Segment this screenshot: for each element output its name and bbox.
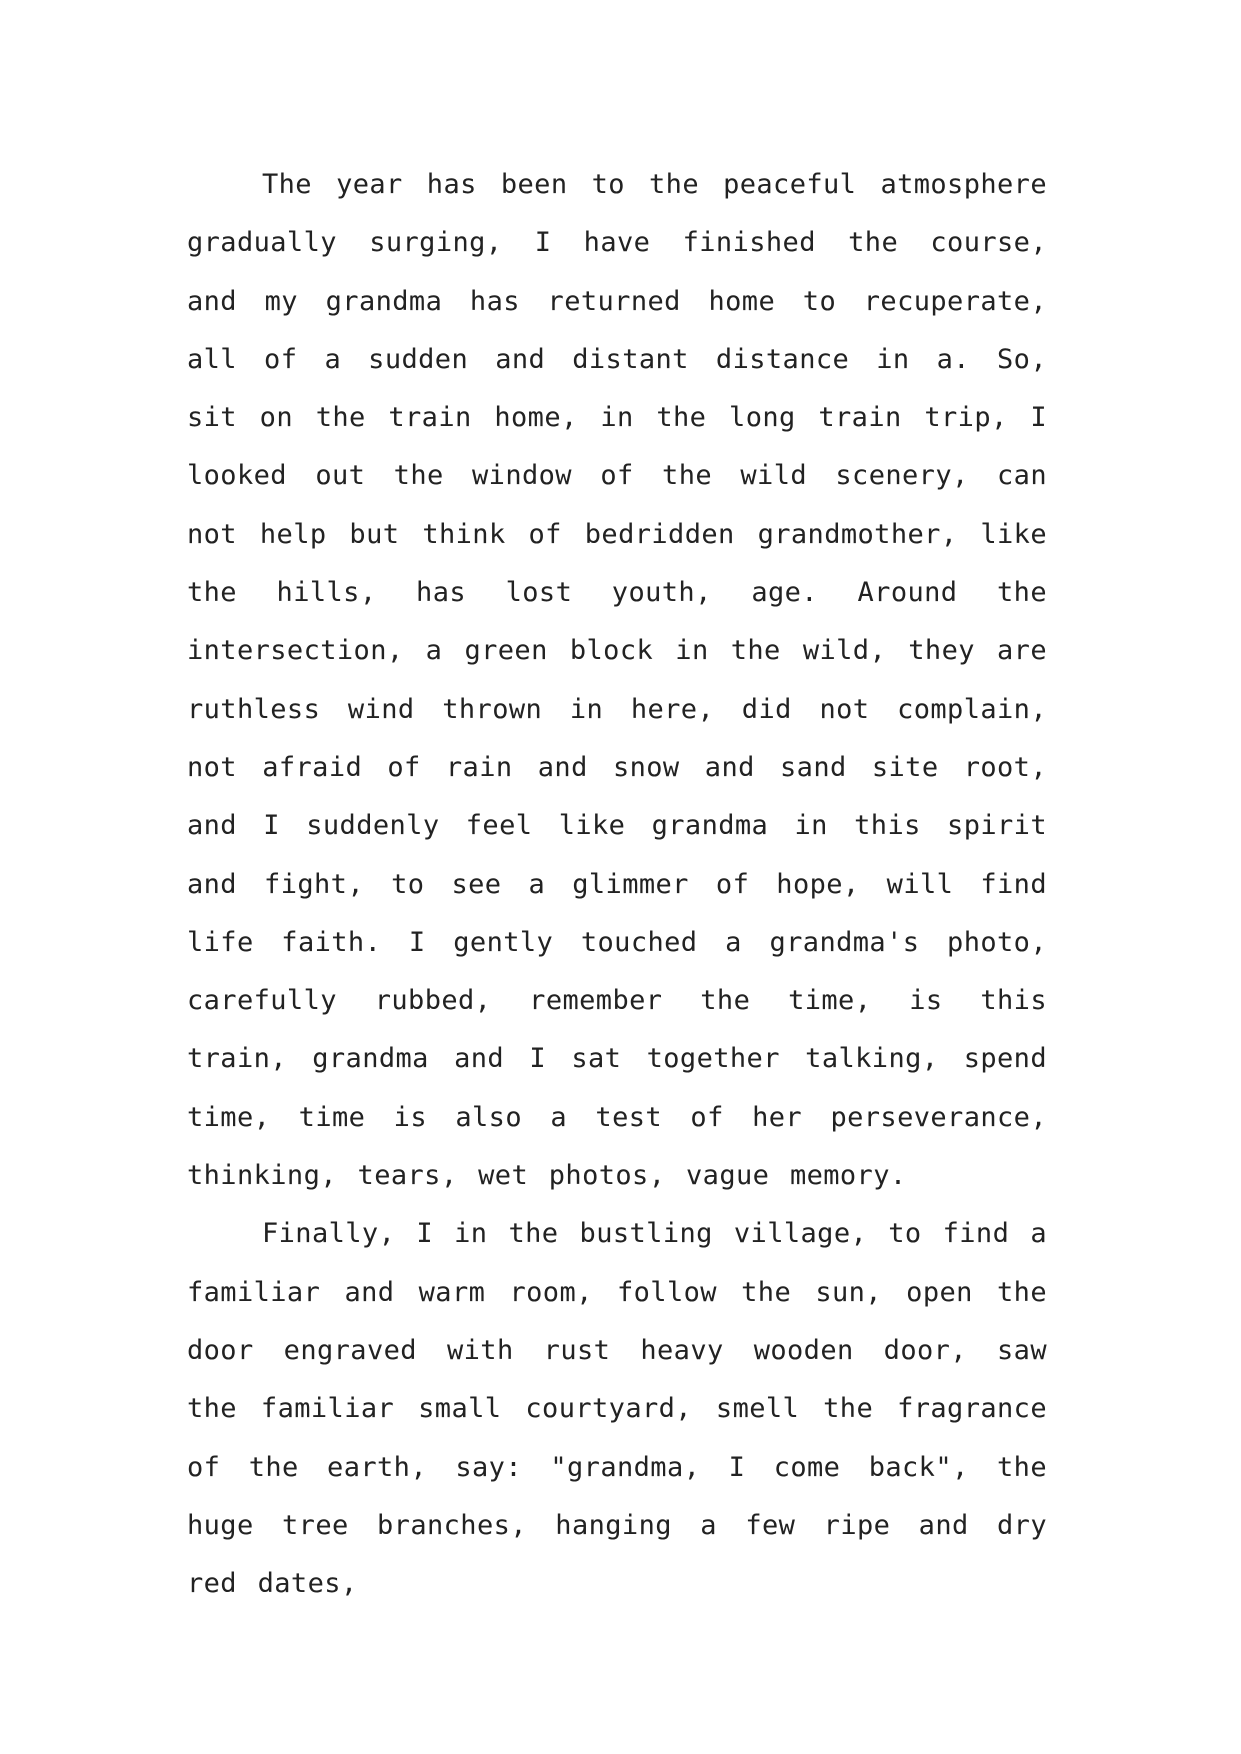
paragraph-2: Finally, I in the bustling village, to find a familiar and warm room, follow the sun, open the door engraved with rust heavy wooden door, saw the familiar small courtyard, smell the fragrance of the earth, say: "grandma, I come back", the huge tree branches, hanging a few ripe and dry red dates, [187, 1218, 1047, 1600]
document-page [187, 156, 1047, 1613]
paragraph-1: The year has been to the peaceful atmosphere gradually surging, I have finished the course, and my grandma has returned home to recuperate, all of a sudden and distant distance in a. So, sit on the train home, in the long train trip, I looked out the window of the wild scenery, can not help but think of bedridden grandmother, like the hills, has lost youth, age. Around the intersection, a green block in the wild, they are ruthless wind thrown in here, did not complain, not afraid of rain and snow and sand site root, and I suddenly feel like grandma in this spirit and fight, to see a glimmer of hope, will find life faith. I gently touched a grandma's photo, carefully rubbed, remember the time, is this train, grandma and I sat together talking, spend time, time is also a test of her perseverance, thinking, tears, wet photos, vague memory. [187, 169, 1047, 1192]
